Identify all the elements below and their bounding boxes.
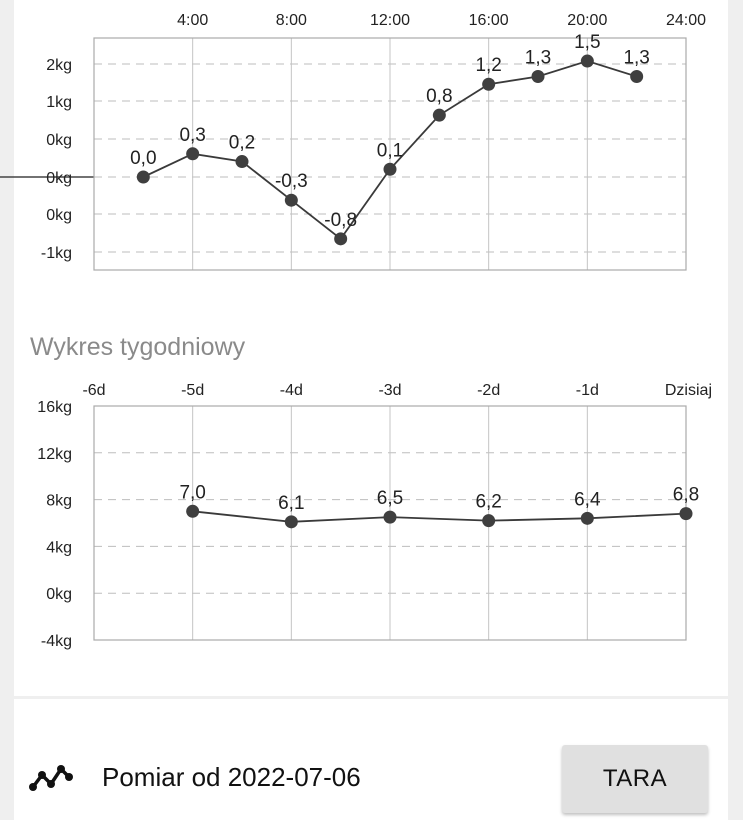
data-label: 7,0	[179, 482, 206, 504]
data-point	[680, 507, 693, 520]
data-label: 6,1	[278, 492, 305, 514]
data-point	[482, 514, 495, 527]
x-tick-label: -3d	[378, 382, 402, 399]
x-tick-label: 12:00	[369, 12, 411, 29]
y-tick-label: 1kg	[46, 94, 72, 111]
data-label: 0,0	[130, 148, 157, 169]
data-point	[285, 515, 298, 528]
series-line	[193, 511, 686, 522]
y-tick-label: 12kg	[37, 445, 72, 463]
data-label: 0,2	[228, 132, 256, 154]
y-tick-label: -4kg	[40, 633, 72, 650]
data-label: 6,5	[376, 488, 404, 510]
x-tick-label: 8:00	[275, 12, 307, 29]
data-point	[186, 505, 199, 518]
line-chart-icon	[28, 760, 74, 794]
data-label: -0,8	[324, 209, 358, 231]
data-label: 6,2	[475, 491, 502, 513]
x-tick-label: -4d	[279, 382, 303, 399]
y-tick-label: 0kg	[46, 132, 72, 149]
x-tick-label: 24:00	[665, 12, 707, 29]
x-tick-label: -2d	[477, 382, 501, 399]
data-label: 6,8	[672, 484, 700, 506]
x-tick-label: -6d	[82, 382, 106, 399]
y-tick-label: 16kg	[37, 399, 72, 416]
weekly-chart-title: Wykres tygodniowy	[30, 333, 246, 361]
data-label: 0,1	[376, 140, 404, 162]
x-tick-label: 4:00	[177, 12, 209, 29]
y-tick-label: 2kg	[46, 57, 72, 74]
y-tick-label: 0kg	[46, 170, 72, 187]
y-tick-label: 0kg	[46, 207, 72, 224]
data-label: 1,2	[475, 55, 502, 77]
x-tick-label: 20:00	[567, 12, 608, 29]
y-tick-label: -1kg	[40, 245, 72, 262]
y-tick-label: 8kg	[46, 492, 72, 510]
x-tick-label: 16:00	[468, 12, 509, 29]
data-label: 6,4	[574, 489, 601, 511]
y-tick-label: 4kg	[46, 539, 72, 557]
tara-button[interactable]: TARA	[562, 745, 708, 813]
measurement-since-label: Pomiar od 2022-07-06	[102, 762, 361, 792]
x-tick-label: -1d	[575, 382, 599, 399]
data-label: 1,3	[623, 47, 650, 69]
data-point	[384, 511, 397, 524]
data-label: 1,3	[524, 47, 552, 69]
y-tick-label: 0kg	[46, 586, 72, 604]
x-tick-label: -5d	[181, 382, 205, 399]
data-label: 0,8	[426, 86, 453, 108]
data-point	[581, 512, 594, 525]
data-label: 1,5	[574, 32, 601, 54]
data-label: 0,3	[179, 124, 206, 146]
x-tick-label: Dzisiaj	[664, 382, 712, 399]
data-label: -0,3	[274, 171, 308, 193]
